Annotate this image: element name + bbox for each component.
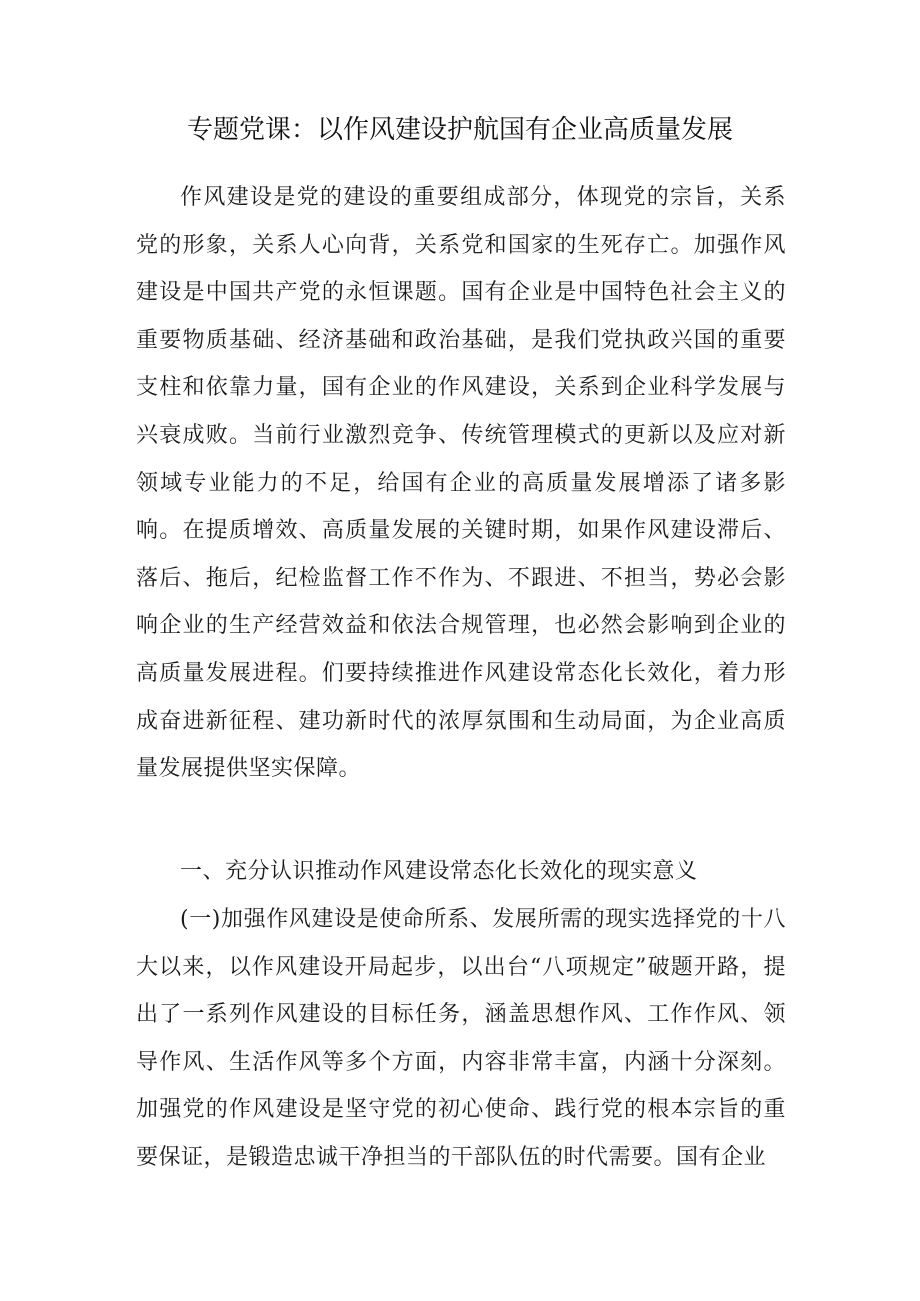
document-title: 专题党课：以作风建设护航国有企业高质量发展 <box>186 115 733 145</box>
subsection-paragraph: (一)加强作风建设是使命所系、发展所需的现实选择党的十八大以来，以作风建设开局起步，以出台“八项规定”破题开路，提出了一系列作风建设的目标任务，涵盖思想作风、工作作风、领导作风、生活作风等多个方面，内容非常丰富，内涵十分深刻。加强党的作风建设是坚守党的初心使命、践行党的根本宗旨的重要保证，是锻造忠诚干净担当的干部队伍的时代需要。国有企业 <box>136 907 786 1170</box>
section-heading: 一、充分认识推动作风建设常态化长效化的现实意义 <box>180 859 698 884</box>
intro-paragraph: 作风建设是党的建设的重要组成部分，体现党的宗旨，关系党的形象，关系人心向背，关系党和国家的生死存亡。加强作风建设是中国共产党的永恒课题。国有企业是中国特色社会主义的重要物质基础、经济基础和政治基础，是我们党执政兴国的重要支柱和依靠力量，国有企业的作风建设，关系到企业科学发展与兴衰成败。当前行业激烈竞争、传统管理模式的更新以及应对新领域专业能力的不足，给国有企业的高质量发展增添了诸多影响。在提质增效、高质量发展的关键时期，如果作风建设滞后、落后、拖后，纪检监督工作不作为、不跟进、不担当，势必会影响企业的生产经营效益和依法合规管理，也必然会影响到企业的高质量发展进程。们要持续推进作风建设常态化长效化，着力形成奋进新征程、建功新时代的浓厚氛围和生动局面，为企业高质量发展提供坚实保障。 <box>136 185 786 782</box>
